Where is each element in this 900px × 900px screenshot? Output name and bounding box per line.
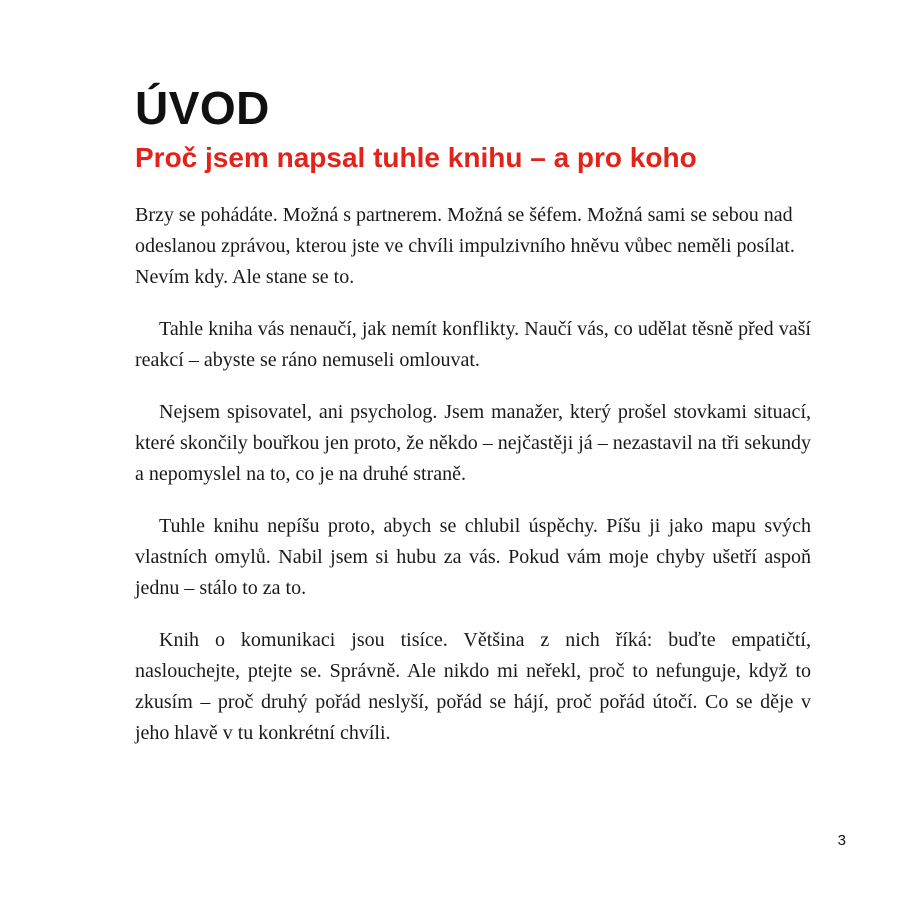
chapter-subtitle: Proč jsem napsal tuhle knihu – a pro koho [135, 142, 697, 173]
paragraph-1: Brzy se pohádáte. Možná s partnerem. Možná se šéfem. Možná sami se sebou nad odeslanou zprávou, kterou jste ve chvíli impulzivního hněvu vůbec neměli posílat. Nevím kdy. Ale stane se to. [135, 204, 795, 288]
body-text [135, 200, 811, 770]
paragraph-2: Tahle kniha vás nenaučí, jak nemít konflikty. Naučí vás, co udělat těsně před vaší reakcí – abyste se ráno nemuseli omlouvat. [135, 318, 811, 371]
page-number: 3 [837, 832, 846, 849]
chapter-title: ÚVOD [135, 82, 270, 134]
paragraph-5: Knih o komunikaci jsou tisíce. Většina z nich říká: buďte empatičtí, naslouchejte, ptejte se. Správně. Ale nikdo mi neřekl, proč to nefunguje, když to zkusím – proč druhý pořád neslyší, pořád se hájí, proč pořád útočí. Co se děje v jeho hlavě v tu konkrétní chvíli. [135, 629, 811, 744]
paragraph-3: Nejsem spisovatel, ani psycholog. Jsem manažer, který prošel stovkami situací, které skončily bouřkou jen proto, že někdo – nejčastěji já – nezastavil na tři sekundy a nepomyslel na to, co je na druhé straně. [135, 401, 811, 485]
paragraph-4: Tuhle knihu nepíšu proto, abych se chlubil úspěchy. Píšu ji jako mapu svých vlastních omylů. Nabil jsem si hubu za vás. Pokud vám moje chyby ušetří aspoň jednu – stálo to za to. [135, 515, 811, 599]
